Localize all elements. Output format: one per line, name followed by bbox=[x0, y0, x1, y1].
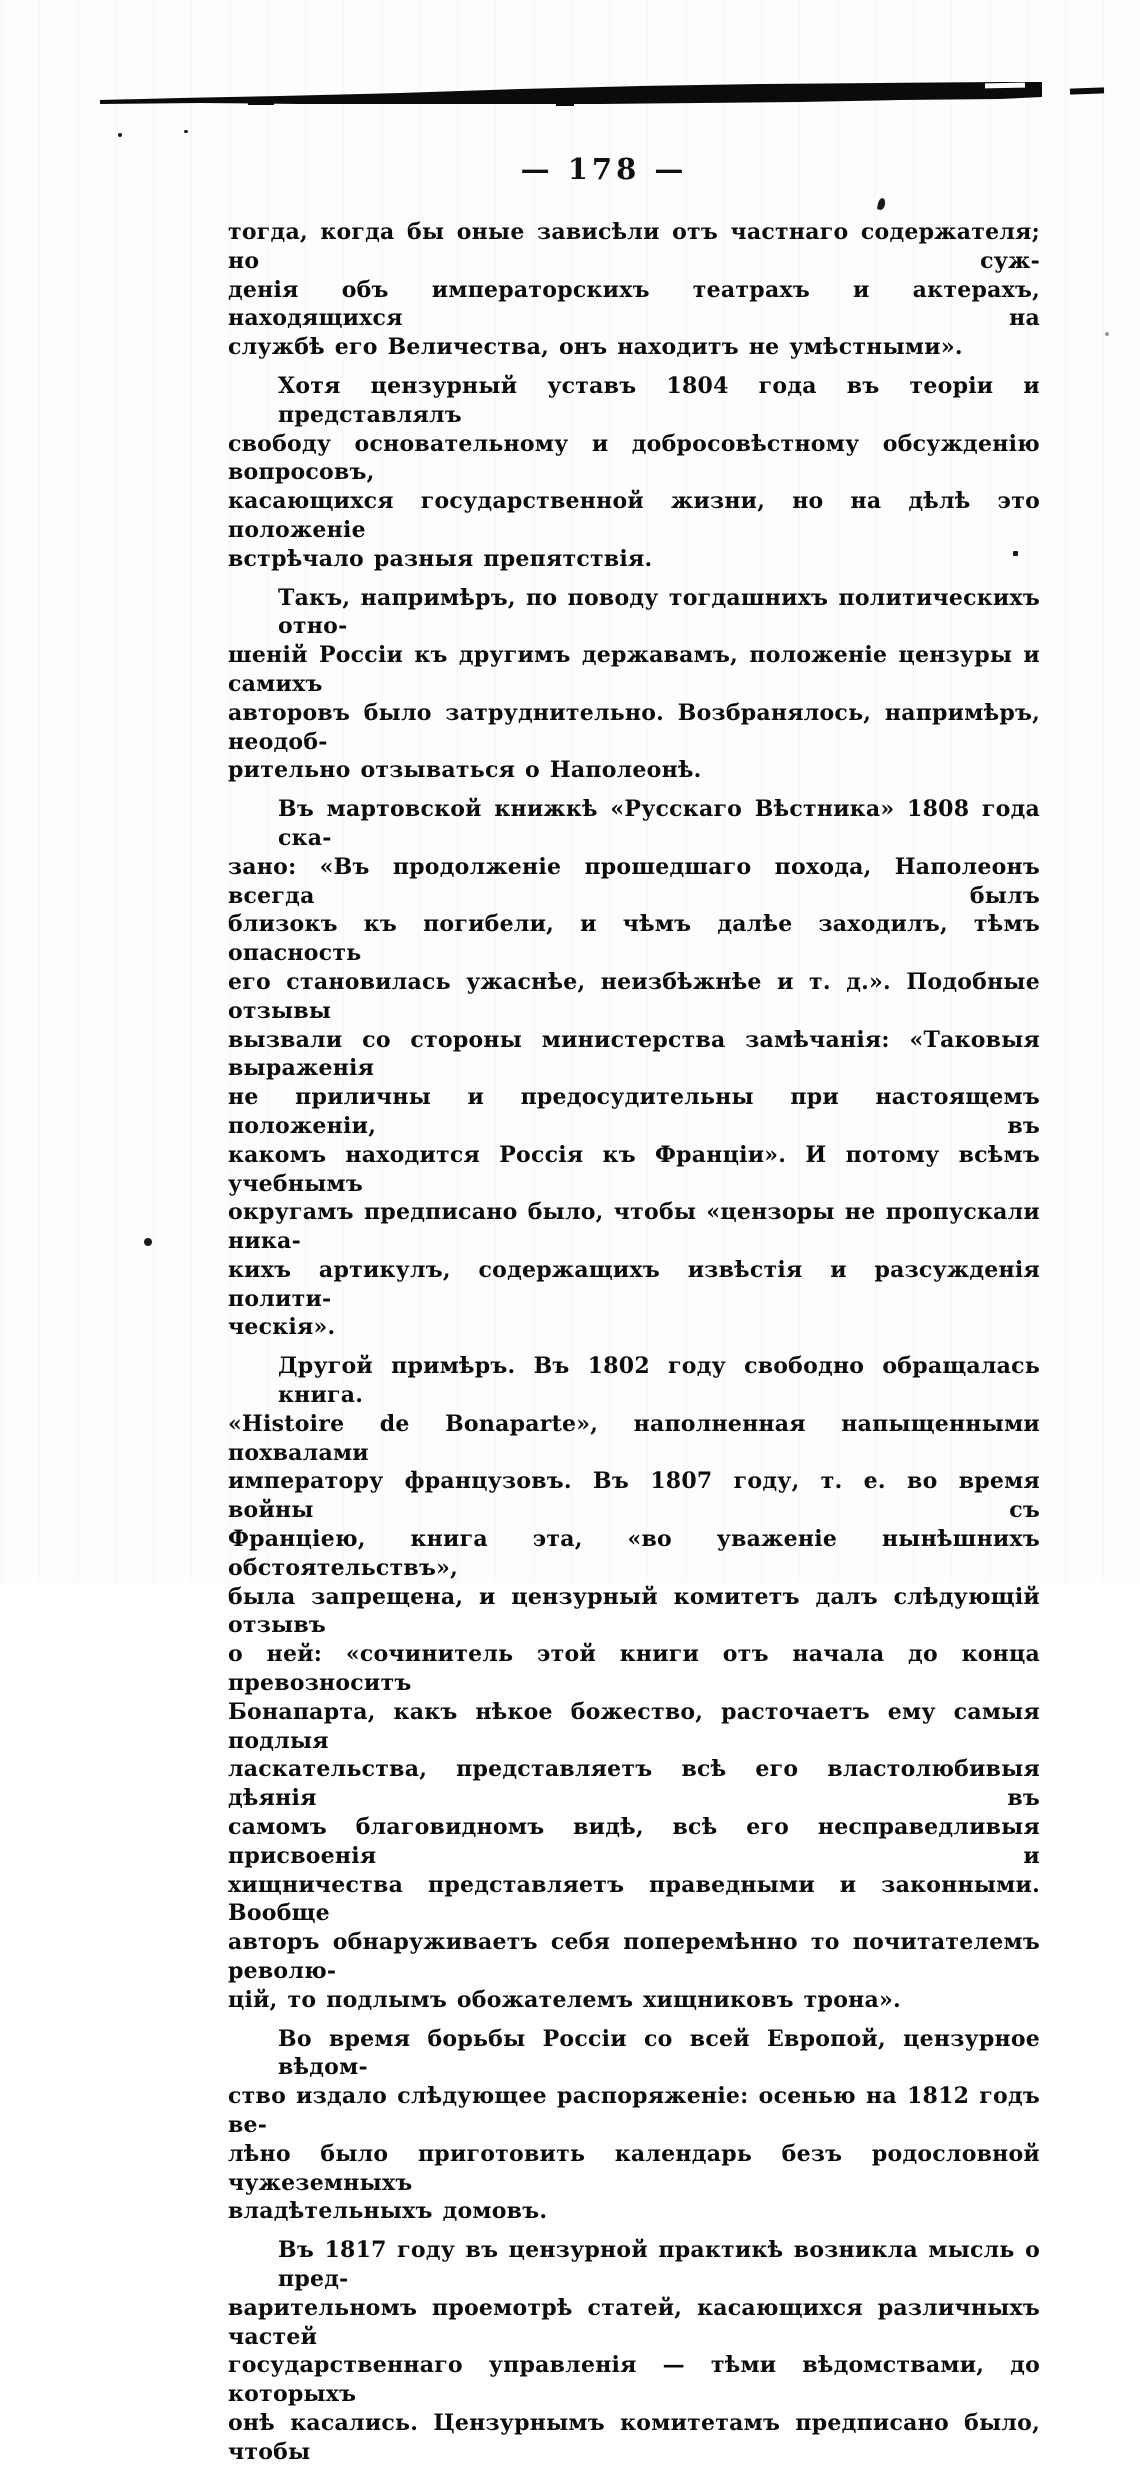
text-line: лѣно было приготовить календарь безъ родословной чужеземныхъ bbox=[228, 2140, 1040, 2196]
text-line: тогда, когда бы оные зависѣли отъ частнаго содержателя; но суж- bbox=[228, 219, 1040, 274]
text-line: авторъ обнаруживаетъ себя поперемѣнно то почитателемъ револю- bbox=[228, 1929, 1040, 1985]
text-line: цій, то подлымъ обожателемъ хищниковъ трона». bbox=[228, 1986, 901, 2013]
ink-speck bbox=[144, 1238, 152, 1246]
text-line: Франціею, книга эта, «во уваженіе нынѣшнихъ обстоятельствъ», bbox=[228, 1526, 1040, 1581]
text-line: ство издало слѣдующее распоряженіе: осенью на 1812 годъ ве- bbox=[228, 2083, 1040, 2138]
text-line: самомъ благовидномъ видѣ, всѣ его несправедливыя присвоенія и bbox=[228, 1814, 1040, 1869]
ink-speck bbox=[184, 130, 188, 133]
text-line: ласкательства, представляетъ всѣ его властолюбивыя дѣянія въ bbox=[228, 1756, 1040, 1812]
text-line: варительномъ проемотрѣ статей, касающихся различныхъ частей bbox=[228, 2294, 1040, 2350]
text-line: Въ 1817 году въ цензурной практикѣ возникла мысль о пред- bbox=[278, 2237, 1040, 2292]
text-line: хищничества представляетъ праведными и законными. Вообще bbox=[228, 1871, 1040, 1927]
text-line: Во время борьбы Россіи со всей Европой, цензурное вѣдом- bbox=[278, 2025, 1040, 2081]
text-line: кихъ артикулъ, содержащихъ извѣстія и разсужденія полити- bbox=[228, 1256, 1040, 1312]
text-line: Такъ, напримѣръ, по поводу тогдашнихъ политическихъ отно- bbox=[278, 584, 1040, 640]
text-line: о ней: «сочинитель этой книги отъ начала до конца превозноситъ bbox=[228, 1641, 1040, 1697]
text-line: Бонапарта, какъ нѣкое божество, расточаетъ ему самыя подлыя bbox=[228, 1698, 1040, 1754]
text-line: встрѣчало разныя препятствія. bbox=[228, 545, 653, 572]
text-line: касающихся государственной жизни, но на дѣлѣ это положеніе bbox=[228, 488, 1040, 543]
page-number: — 178 — bbox=[520, 152, 688, 186]
text-line: округамъ предписано было, чтобы «цензоры не пропускали ника- bbox=[228, 1199, 1040, 1255]
text-line: Другой примѣръ. Въ 1802 году свободно обращалась книга. bbox=[278, 1353, 1040, 1409]
body-text-column bbox=[228, 218, 1040, 2467]
text-line: рительно отзываться о Наполеонѣ. bbox=[228, 757, 702, 784]
text-line: шеній Россіи къ другимъ державамъ, положеніе цензуры и самихъ bbox=[228, 642, 1040, 697]
paragraph bbox=[228, 584, 1040, 786]
text-line: близокъ къ погибели, и чѣмъ далѣе заходилъ, тѣмъ опасность bbox=[228, 911, 1040, 967]
text-line: свободу основательному и добросовѣстному обсужденію вопросовъ, bbox=[228, 430, 1040, 486]
paragraph bbox=[228, 2025, 1040, 2227]
text-line: была запрещена, и цензурный комитетъ далъ слѣдующій отзывъ bbox=[228, 1583, 1040, 1639]
ink-speck bbox=[118, 133, 122, 137]
ink-speck bbox=[877, 197, 886, 210]
scan-edge-artifact bbox=[0, 0, 1140, 130]
paragraph bbox=[228, 1352, 1040, 2014]
text-line: его становилась ужаснѣе, неизбѣжнѣе и т. д.». Подобные отзывы bbox=[228, 968, 1040, 1024]
text-line: зано: «Въ продолженіе прошедшаго похода, Наполеонъ всегда былъ bbox=[228, 853, 1040, 909]
text-line: «Histoire de Bonaparte», наполненная напыщенными похвалами bbox=[228, 1410, 1040, 1466]
paragraph bbox=[228, 795, 1040, 1342]
text-line: не приличны и предосудительны при настоящемъ положеніи, въ bbox=[228, 1084, 1040, 1139]
text-line: Въ мартовской книжкѣ «Русскаго Вѣстника» 1808 года ска- bbox=[278, 796, 1040, 851]
text-line: денія объ императорскихъ театрахъ и актерахъ, находящихся на bbox=[228, 276, 1040, 332]
text-line: ческія». bbox=[228, 1314, 336, 1341]
text-line: императору французовъ. Въ 1807 году, т. е. во время войны съ bbox=[228, 1468, 1040, 1524]
paragraph bbox=[228, 218, 1040, 362]
text-line: владѣтельныхъ домовъ. bbox=[228, 2198, 548, 2225]
text-line: государственнаго управленія — тѣми вѣдомствами, до которыхъ bbox=[228, 2352, 1040, 2408]
text-line: какомъ находится Россія къ Франціи». И потому всѣмъ учебнымъ bbox=[228, 1141, 1040, 1197]
paragraph bbox=[228, 2236, 1040, 2466]
text-line: авторовъ было затруднительно. Возбранялось, напримѣръ, неодоб- bbox=[228, 699, 1040, 755]
paragraph bbox=[228, 372, 1040, 574]
text-line: онѣ касались. Цензурнымъ комитетамъ предписано было, чтобы bbox=[228, 2409, 1040, 2465]
text-line: службѣ его Величества, онъ находитъ не умѣстными». bbox=[228, 334, 963, 361]
text-line: Хотя цензурный уставъ 1804 года въ теоріи и представлялъ bbox=[278, 372, 1040, 428]
text-line: вызвали со стороны министерства замѣчанія: «Таковыя выраженія bbox=[228, 1026, 1040, 1082]
ink-speck bbox=[1105, 332, 1109, 336]
